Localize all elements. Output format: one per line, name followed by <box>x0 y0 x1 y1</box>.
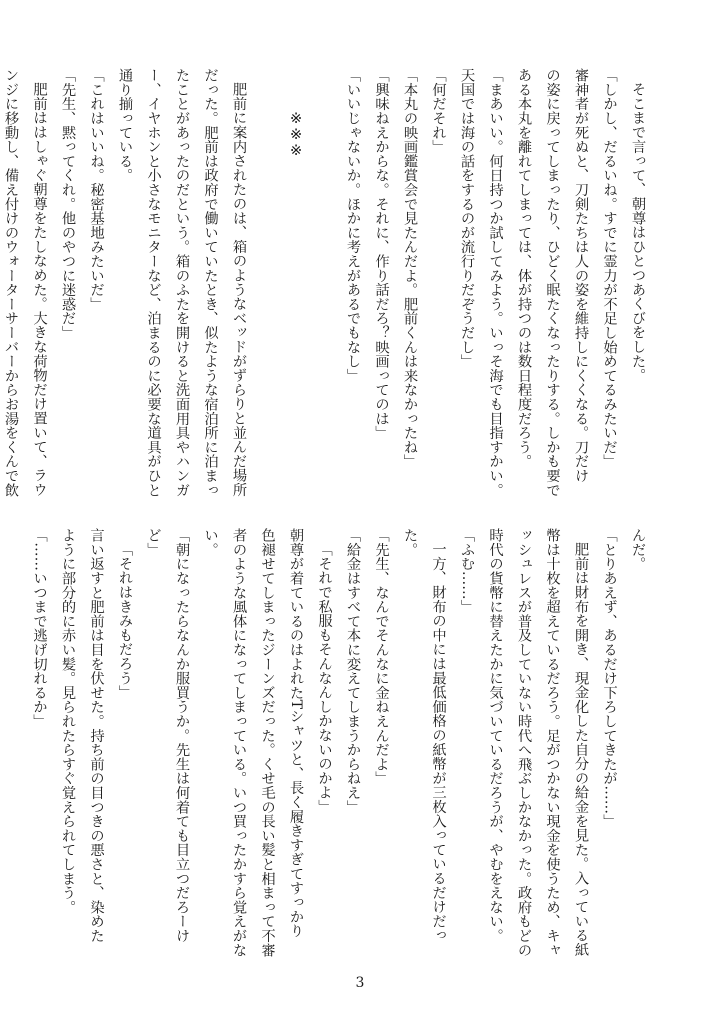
blank-line <box>310 68 339 500</box>
text-line: だった。肥前は政府で働いていたとき、似たような宿泊所に泊まっ <box>202 68 219 497</box>
text-line: た。 <box>402 528 418 557</box>
dialogue-line: ように部分的に赤い髪。見られたらすぐ覚えられてしまう。 <box>60 528 76 915</box>
text-line: 通り揃っている。 <box>117 68 133 183</box>
text-line: 「興味ねえからな。それに、作り話だろ？映画ってのは」 <box>373 68 390 440</box>
section-break: ※※※ <box>288 110 304 159</box>
paragraph: そこまで言って、朝尊はひとつあくびをした。 <box>630 82 646 383</box>
text-line: たことがあったのだという。箱のふたを開けると洗面用具やハンガ <box>174 68 190 497</box>
page-number: 3 <box>355 975 365 991</box>
lower-text-block <box>31 528 652 960</box>
paragraph: 一方、財布の中には最低価格の紙幣が三枚入っているだけだっ <box>430 542 447 943</box>
dialogue-line: 「しかし、だるいね。すでに霊力が不足し始めてるみたいだ」 <box>601 68 618 469</box>
text-line: 言い返すと肥前は目を伏せた。持ち前の目つきの悪さと、染めた <box>88 528 105 943</box>
dialogue-line: ど」 <box>145 528 162 557</box>
text-line: 者のような風体になってしまっている。いつ買ったかすら覚えがな <box>231 528 247 957</box>
text-line: 天国では海の話をするのが流行りだぞうだし」 <box>459 68 475 369</box>
text-line: 「朝になったらなんか服買うか。先生は何着ても目立つだろーけ <box>174 528 190 943</box>
text-line: ー、イヤホンと小さなモニターなど、泊まるのに必要な道具がひと <box>145 68 162 497</box>
dialogue-line: 「本丸の映画鑑賞会で見たんだよ。肥前くんは来なかったね」 <box>402 68 418 469</box>
dialogue-line: 「いいじゃないか。ほかに考えがあるでもなし」 <box>345 68 361 383</box>
text-line: 色褪せてしまったジーンズだった。くせ毛の長い髪と相まって不審 <box>259 528 276 957</box>
dialogue-line: 「給金はすべて本に変えてしまうからねえ」 <box>345 528 361 814</box>
dialogue-line: 「とりあえず、あるだけ下ろしてきたが……」 <box>601 528 618 829</box>
dialogue-line: 「まあいい。何日持つか試してみよう。いっそ海でも目指すかい。 <box>487 68 504 497</box>
text-line: 朝尊が着ているのはよれたTシャツと、長く履きすぎてすっかり <box>288 528 304 938</box>
dialogue-line: 「何だそれ」 <box>430 68 447 154</box>
paragraph: 肥前ははしゃぐ朝尊をたしなめた。大きな荷物だけ置いて、ラウ <box>31 82 48 497</box>
paragraph: 肥前は財布を開き、現金化した自分の給金を見た。入っている紙 <box>573 542 589 957</box>
text-line: 審神者が死ぬと、刀剣たちは人の姿を維持しにくくなる。刀だけ <box>573 68 589 483</box>
paragraph: 「それで私服もそんなんしかないのかよ」 <box>316 542 333 814</box>
text-line: 時代の貨幣に替えたかに気づいているだろうが、やむをえない。 <box>487 528 504 943</box>
upper-text-block <box>3 68 652 500</box>
paragraph: 肥前に案内されたのは、箱のようなベッドがずらりと並んだ場所 <box>231 82 247 497</box>
text-line: 幣は十枚を超えているだろう。足がつかない現金を使うため、キャ <box>544 528 561 957</box>
paragraph: 「それはきみもだろう」 <box>117 542 133 700</box>
blank-line <box>253 68 282 500</box>
text-line: の姿に戻ってしまったり、ひどく眠たくなったりする。しかも要で <box>544 68 561 497</box>
text-line: ある本丸を離れてしまっては、体が持つのは数日程度だろう。 <box>516 68 532 469</box>
text-line: ッシュレスが普及していない時代へ飛ぶしかなかった。政府もどの <box>516 528 532 957</box>
dialogue-line: 「ふむ……」 <box>459 528 475 614</box>
dialogue-line: い。 <box>202 528 219 557</box>
dialogue-line: 「これはいいね。秘密基地みたいだ」 <box>88 68 105 312</box>
dialogue-line: 「先生、黙ってくれ。他のやつに迷惑だ」 <box>60 68 76 340</box>
dialogue-line: 「先生、なんでそんなに金ねえんだよ」 <box>373 528 390 786</box>
text-line: んだ。 <box>630 528 646 571</box>
text-line: ンジに移動し、備え付けのウォーターサーバーからお湯をくんで飲 <box>3 68 19 497</box>
dialogue-line: 「……いつまで逃げ切れるか」 <box>31 528 48 729</box>
